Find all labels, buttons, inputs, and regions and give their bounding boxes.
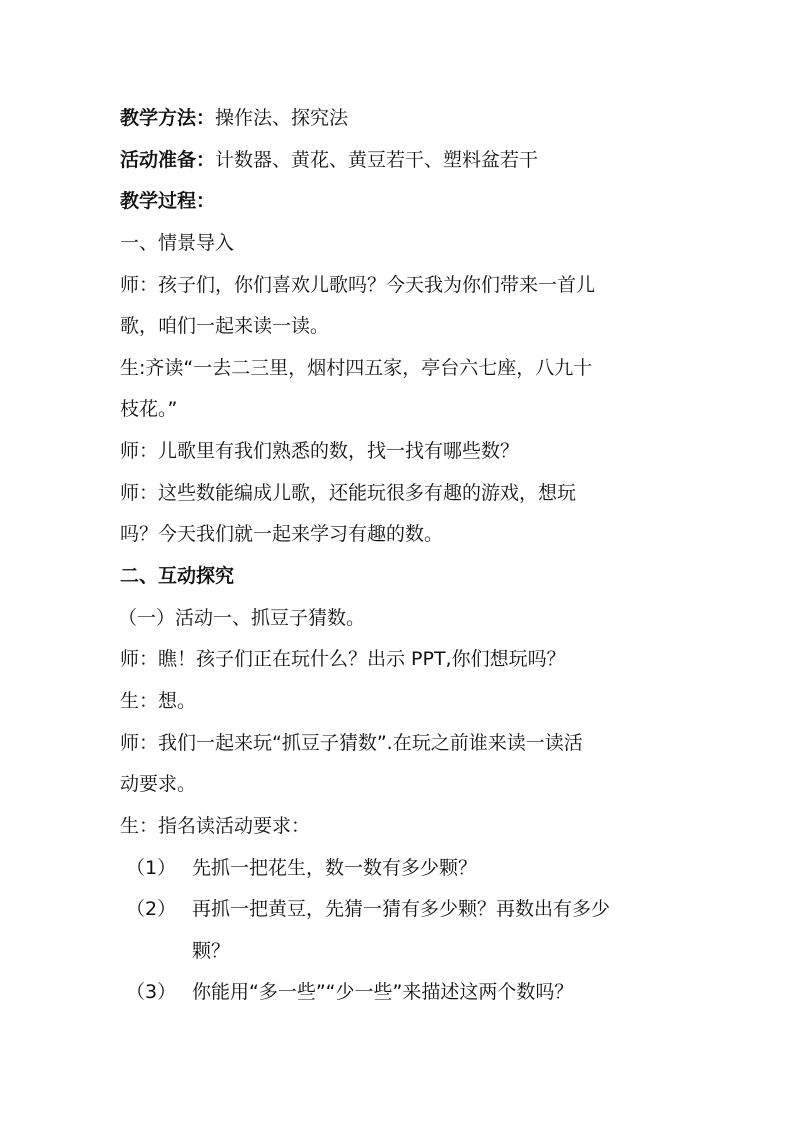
teaching-method-text: 操作法、探究法 xyxy=(215,107,349,129)
paragraph-line: 师：孩子们，你们喜欢儿歌吗？今天我为你们带来一首儿 xyxy=(120,274,596,296)
section2-title: 二、互动探究 xyxy=(120,565,235,587)
paragraph-line: 生：指名读活动要求： xyxy=(120,815,311,837)
activity-prep-line xyxy=(120,148,680,172)
paragraph-line: 枝花。” xyxy=(120,398,178,420)
activity-prep-text: 计数器、黄花、黄豆若干、塑料盆若干 xyxy=(215,149,539,171)
paragraph-line: 师：儿歌里有我们熟悉的数，找一找有哪些数？ xyxy=(120,440,520,462)
list-item-number: （3） xyxy=(126,981,177,1003)
paragraph-line: 吗？今天我们就一起来学习有趣的数。 xyxy=(120,523,444,545)
paragraph-line: 生：想。 xyxy=(120,690,197,712)
activity-prep-label: 活动准备： xyxy=(120,149,216,171)
paragraph-line: 师：瞧！孩子们正在玩什么？出示 PPT,你们想玩吗？ xyxy=(120,648,566,670)
paragraph-line: 动要求。 xyxy=(120,773,197,795)
paragraph-line: 师：这些数能编成儿歌，还能玩很多有趣的游戏，想玩 xyxy=(120,482,577,504)
list-item-text: 再抓一把黄豆，先猜一猜有多少颗？再数出有多少 xyxy=(192,898,611,920)
list-item-number: （2） xyxy=(126,898,177,920)
teaching-method-label: 教学方法： xyxy=(120,107,216,129)
teaching-method-line xyxy=(120,106,680,130)
list-item-text: 你能用“多一些”“少一些”来描述这两个数吗？ xyxy=(192,981,574,1003)
process-heading: 教学过程： xyxy=(120,190,216,212)
section1-title: 一、情景导入 xyxy=(120,232,235,254)
paragraph-line: 生:齐读“一去二三里，烟村四五家，亭台六七座，八九十 xyxy=(120,357,593,379)
activity1-subheading: （一）活动一、抓豆子猜数。 xyxy=(118,607,366,629)
list-item-number: （1） xyxy=(126,857,177,879)
list-item-continuation: 颗？ xyxy=(192,940,231,962)
paragraph-line: 歌，咱们一起来读一读。 xyxy=(120,315,330,337)
list-item-text: 先抓一把花生，数一数有多少颗？ xyxy=(192,857,478,879)
paragraph-line: 师：我们一起来玩“抓豆子猜数”.在玩之前谁来读一读活 xyxy=(120,732,583,754)
